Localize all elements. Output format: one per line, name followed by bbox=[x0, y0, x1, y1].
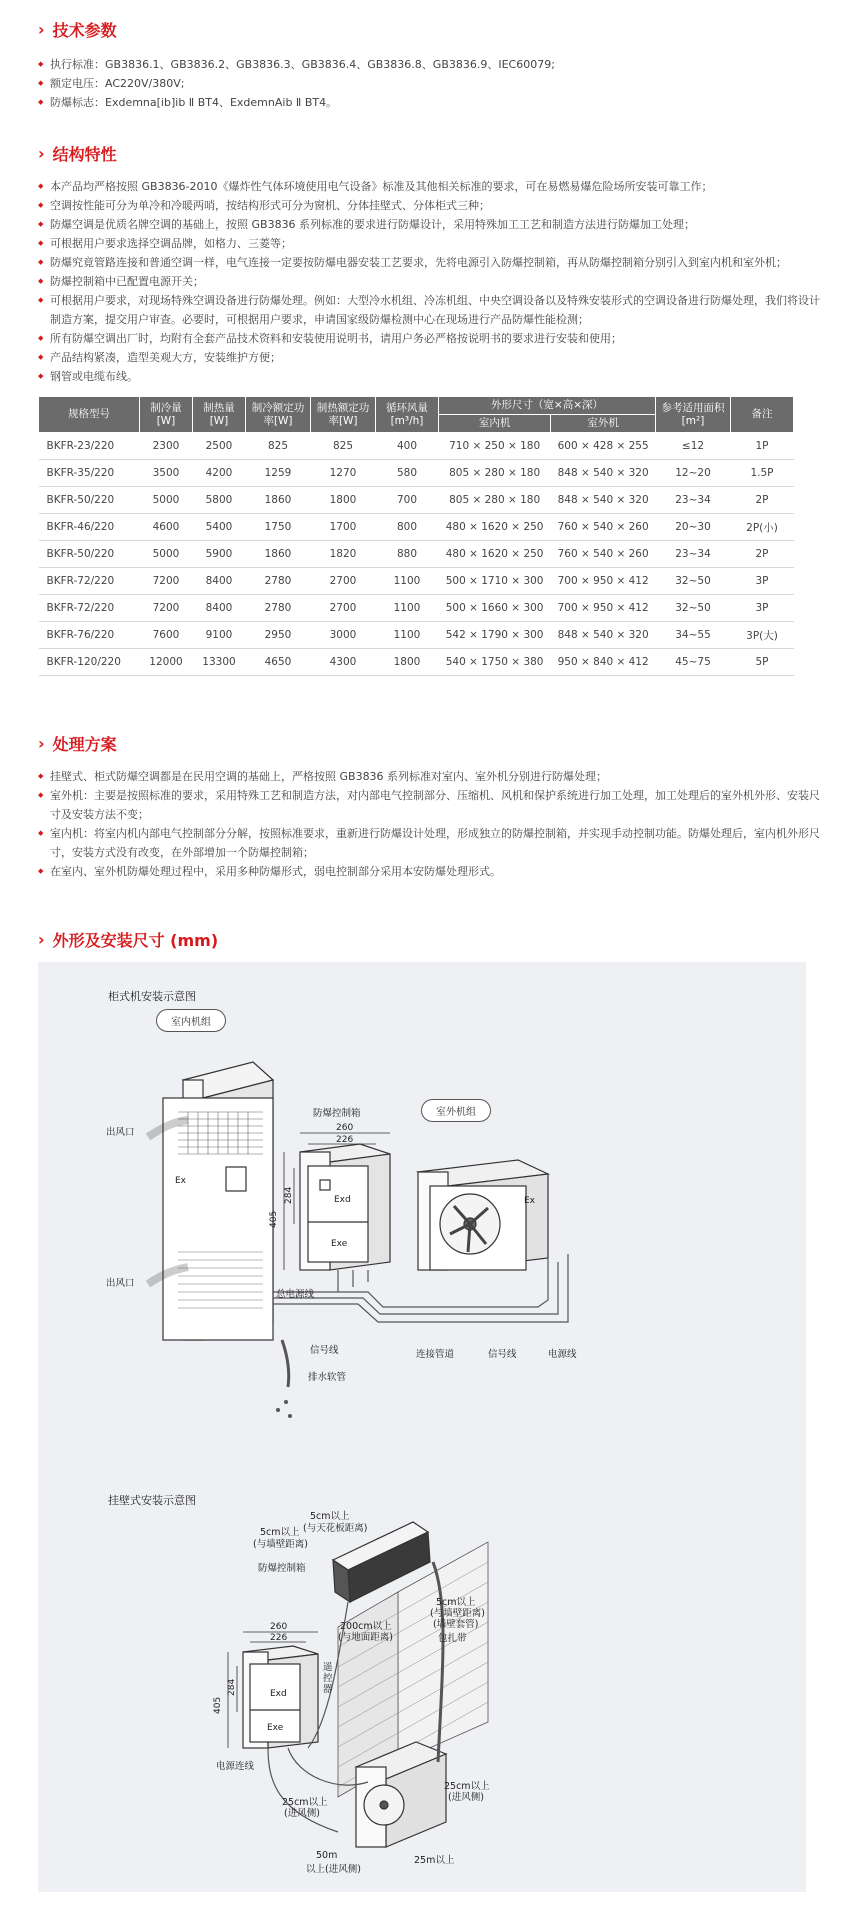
table-row bbox=[39, 568, 794, 595]
wall-vent-left-1: 25cm以上 bbox=[282, 1797, 328, 1808]
cabinet-power: 电源线 bbox=[548, 1349, 577, 1360]
table-cell-note: 5P bbox=[731, 649, 794, 676]
cabinet-outlet-bottom: 出风口 bbox=[106, 1278, 135, 1289]
cabinet-exe-label: Exe bbox=[331, 1239, 348, 1249]
table-cell-cp: 2950 bbox=[246, 622, 311, 649]
cabinet-dim-w1: 260 bbox=[336, 1123, 354, 1133]
table-cell-heat: 8400 bbox=[193, 595, 246, 622]
list-item: ◆ 可根据用户要求，对现场特殊空调设备进行防爆处理。例如：大型冷水机组、冷冻机组、中央空调设备以及特殊安装形式的空调设备进行防爆处理，我们将设计制造方案，提交用户审查。必要时，可根据用户要求，申请国家级防爆检测中心在现场进行产品防爆性能检测； bbox=[38, 291, 820, 329]
table-cell-indoor: 540 × 1750 × 380 bbox=[439, 649, 551, 676]
table-cell-hp: 2700 bbox=[311, 568, 376, 595]
table-cell-cp: 1259 bbox=[246, 460, 311, 487]
table-cell-outdoor: 760 × 540 × 260 bbox=[551, 514, 656, 541]
table-cell-model: BKFR-120/220 bbox=[39, 649, 140, 676]
table-cell-cool: 2300 bbox=[140, 433, 193, 460]
cabinet-control-box bbox=[300, 1144, 390, 1270]
treatment-section bbox=[38, 732, 820, 881]
wall-side-25: 25m以上 bbox=[414, 1855, 455, 1866]
table-cell-cp: 1750 bbox=[246, 514, 311, 541]
table-cell-area: 23~34 bbox=[656, 487, 731, 514]
wall-vent-right-2: (进风侧) bbox=[448, 1792, 484, 1803]
table-cell-heat: 8400 bbox=[193, 568, 246, 595]
wall-power-line: 电源连线 bbox=[216, 1761, 255, 1772]
table-row bbox=[39, 433, 794, 460]
wall-caption: 挂壁式安装示意图 bbox=[108, 1494, 196, 1507]
table-cell-outdoor: 950 × 840 × 412 bbox=[551, 649, 656, 676]
table-row bbox=[39, 622, 794, 649]
tech-title bbox=[38, 18, 820, 41]
table-row bbox=[39, 460, 794, 487]
table-cell-note: 2P(小) bbox=[731, 514, 794, 541]
table-cell-air: 1800 bbox=[376, 649, 439, 676]
cabinet-signal-2: 信号线 bbox=[488, 1349, 517, 1360]
dimensions-title bbox=[38, 928, 820, 951]
chevron-right-icon: › bbox=[38, 144, 45, 163]
table-cell-cp: 2780 bbox=[246, 568, 311, 595]
installation-diagram bbox=[38, 962, 806, 1892]
th-model: 规格型号 bbox=[39, 397, 140, 433]
table-cell-outdoor: 848 × 540 × 320 bbox=[551, 460, 656, 487]
cabinet-outdoor-ex: Ex bbox=[524, 1196, 536, 1206]
cabinet-dim-h2: 284 bbox=[284, 1186, 294, 1204]
table-cell-hp: 1270 bbox=[311, 460, 376, 487]
list-item: ◆ 在室内、室外机防爆处理过程中，采用多种防爆形式，弱电控制部分采用本安防爆处理形式。 bbox=[38, 862, 820, 881]
table-cell-note: 2P bbox=[731, 541, 794, 568]
table-cell-area: ≤12 bbox=[656, 433, 731, 460]
wall-top-clear-2: (与天花板距离) bbox=[303, 1523, 368, 1534]
table-cell-model: BKFR-50/220 bbox=[39, 487, 140, 514]
table-cell-cp: 4650 bbox=[246, 649, 311, 676]
list-item: ◆ 钢管或电缆布线。 bbox=[38, 367, 820, 386]
chevron-right-icon: › bbox=[38, 734, 45, 753]
wall-right-clear-1: 5cm以上 bbox=[436, 1597, 476, 1608]
table-cell-note: 3P bbox=[731, 568, 794, 595]
th-heat-power: 制热额定功率[W] bbox=[311, 397, 376, 433]
cabinet-pipes bbox=[273, 1254, 568, 1387]
wall-dim-h1: 405 bbox=[213, 1696, 223, 1714]
cabinet-caption: 柜式机安装示意图 bbox=[108, 990, 196, 1003]
th-dims: 外形尺寸（宽×高×深） bbox=[439, 397, 656, 415]
cabinet-indoor-pill: 室内机组 bbox=[156, 1009, 226, 1032]
table-cell-outdoor: 700 × 950 × 412 bbox=[551, 595, 656, 622]
wall-front-2: 以上(进风侧) bbox=[306, 1864, 361, 1875]
table-row bbox=[39, 595, 794, 622]
list-item: ◆ 防爆控制箱中已配置电源开关； bbox=[38, 272, 820, 291]
wall-vent-left-2: (进风侧) bbox=[284, 1808, 320, 1819]
treatment-title-text: 处理方案 bbox=[52, 735, 117, 754]
table-cell-air: 1100 bbox=[376, 622, 439, 649]
cabinet-drain: 排水软管 bbox=[308, 1372, 347, 1383]
table-cell-outdoor: 700 × 950 × 412 bbox=[551, 568, 656, 595]
structure-section bbox=[38, 142, 820, 676]
table-cell-cool: 7600 bbox=[140, 622, 193, 649]
wall-right-clear-2: (与墙壁距离) bbox=[430, 1608, 485, 1619]
cabinet-outdoor-unit bbox=[418, 1160, 548, 1270]
th-cool-power: 制冷额定功率[W] bbox=[246, 397, 311, 433]
table-cell-model: BKFR-72/220 bbox=[39, 595, 140, 622]
table-cell-cool: 3500 bbox=[140, 460, 193, 487]
table-cell-cool: 5000 bbox=[140, 541, 193, 568]
wall-dim-w2: 226 bbox=[270, 1633, 288, 1643]
cabinet-signal-1: 信号线 bbox=[310, 1345, 339, 1356]
cabinet-outdoor-pill: 室外机组 bbox=[421, 1099, 491, 1122]
tech-section bbox=[38, 18, 820, 112]
table-cell-cp: 1860 bbox=[246, 487, 311, 514]
table-cell-cool: 12000 bbox=[140, 649, 193, 676]
table-row bbox=[39, 541, 794, 568]
cabinet-dim-w2: 226 bbox=[336, 1135, 354, 1145]
table-cell-model: BKFR-76/220 bbox=[39, 622, 140, 649]
wall-dim-w1: 260 bbox=[270, 1622, 288, 1632]
table-cell-hp: 4300 bbox=[311, 649, 376, 676]
list-item: ◆ 额定电压：AC220V/380V; bbox=[38, 74, 820, 93]
table-cell-hp: 1800 bbox=[311, 487, 376, 514]
wall-bottom-clear-1: 200cm以上 bbox=[340, 1621, 392, 1632]
table-cell-area: 32~50 bbox=[656, 568, 731, 595]
table-cell-hp: 2700 bbox=[311, 595, 376, 622]
table-cell-cool: 4600 bbox=[140, 514, 193, 541]
table-cell-outdoor: 848 × 540 × 320 bbox=[551, 487, 656, 514]
table-cell-indoor: 480 × 1620 × 250 bbox=[439, 514, 551, 541]
table-cell-area: 23~34 bbox=[656, 541, 731, 568]
table-cell-heat: 9100 bbox=[193, 622, 246, 649]
table-cell-cp: 1860 bbox=[246, 541, 311, 568]
structure-title-text: 结构特性 bbox=[52, 145, 117, 164]
table-cell-cool: 5000 bbox=[140, 487, 193, 514]
structure-title bbox=[38, 142, 820, 165]
wall-vent-right-1: 25cm以上 bbox=[444, 1781, 490, 1792]
wall-front-1: 50m bbox=[316, 1850, 338, 1861]
th-heat: 制热量 [W] bbox=[193, 397, 246, 433]
table-cell-heat: 5900 bbox=[193, 541, 246, 568]
table-cell-area: 34~55 bbox=[656, 622, 731, 649]
cabinet-main-power: 总电源线 bbox=[276, 1289, 315, 1300]
th-cool: 制冷量 [W] bbox=[140, 397, 193, 433]
table-cell-cool: 7200 bbox=[140, 568, 193, 595]
dimensions-section bbox=[38, 928, 820, 951]
wall-dim-h2: 284 bbox=[227, 1678, 237, 1696]
treatment-title bbox=[38, 732, 820, 755]
table-cell-note: 3P(大) bbox=[731, 622, 794, 649]
table-cell-note: 3P bbox=[731, 595, 794, 622]
list-item: ◆ 本产品均严格按照 GB3836-2010《爆炸性气体环境使用电气设备》标准及其他相关标准的要求，可在易燃易爆危险场所安装可靠工作； bbox=[38, 177, 820, 196]
dimensions-title-text: 外形及安装尺寸 (mm) bbox=[52, 931, 219, 950]
table-cell-indoor: 805 × 280 × 180 bbox=[439, 460, 551, 487]
table-cell-cp: 2780 bbox=[246, 595, 311, 622]
table-cell-cp: 825 bbox=[246, 433, 311, 460]
cabinet-dim-h1: 405 bbox=[269, 1210, 279, 1228]
table-cell-air: 400 bbox=[376, 433, 439, 460]
th-airflow: 循环风量 [m³/h] bbox=[376, 397, 439, 433]
table-cell-indoor: 500 × 1710 × 300 bbox=[439, 568, 551, 595]
structure-list bbox=[38, 177, 820, 386]
wall-exe-label: Exe bbox=[267, 1723, 284, 1733]
wall-insulation: 包扎带 bbox=[438, 1633, 467, 1644]
table-cell-model: BKFR-50/220 bbox=[39, 541, 140, 568]
table-cell-heat: 5800 bbox=[193, 487, 246, 514]
table-cell-air: 1100 bbox=[376, 595, 439, 622]
table-cell-heat: 13300 bbox=[193, 649, 246, 676]
list-item: ◆ 防爆标志：Exdemna[ib]ib Ⅱ BT4、ExdemnAib Ⅱ BT4。 bbox=[38, 93, 820, 112]
table-cell-hp: 1820 bbox=[311, 541, 376, 568]
th-outdoor: 室外机 bbox=[551, 415, 656, 433]
cabinet-exd-label: Exd bbox=[334, 1195, 351, 1205]
chevron-right-icon: › bbox=[38, 20, 45, 39]
chevron-right-icon: › bbox=[38, 930, 45, 949]
tech-title-text: 技术参数 bbox=[52, 21, 117, 40]
table-cell-heat: 5400 bbox=[193, 514, 246, 541]
list-item: ◆ 室外机：主要是按照标准的要求，采用特殊工艺和制造方法，对内部电气控制部分、压缩机、风机和保护系统进行加工处理，加工处理后的室外机外形、安装尺寸及安装方法不变； bbox=[38, 786, 820, 824]
list-item: ◆ 空调按性能可分为单冷和冷暖两哨，按结构形式可分为窗机、分体挂壁式、分体柜式三种； bbox=[38, 196, 820, 215]
table-cell-air: 580 bbox=[376, 460, 439, 487]
table-cell-indoor: 542 × 1790 × 300 bbox=[439, 622, 551, 649]
th-indoor: 室内机 bbox=[439, 415, 551, 433]
list-item: ◆ 可根据用户要求选择空调品牌，如格力、三菱等； bbox=[38, 234, 820, 253]
list-item: ◆ 防爆空调是优质名牌空调的基础上，按照 GB3836 系列标准的要求进行防爆设计，采用特殊加工工艺和制造方法进行防爆加工处理； bbox=[38, 215, 820, 234]
table-cell-air: 880 bbox=[376, 541, 439, 568]
spec-table bbox=[38, 396, 794, 676]
table-cell-note: 1P bbox=[731, 433, 794, 460]
treatment-list bbox=[38, 767, 820, 881]
table-cell-note: 2P bbox=[731, 487, 794, 514]
table-cell-area: 32~50 bbox=[656, 595, 731, 622]
wall-side-clear-1: 5cm以上 bbox=[260, 1527, 300, 1538]
table-row bbox=[39, 514, 794, 541]
list-item: ◆ 执行标准：GB3836.1、GB3836.2、GB3836.3、GB3836.4、GB3836.8、GB3836.9、IEC60079; bbox=[38, 55, 820, 74]
table-cell-outdoor: 600 × 428 × 255 bbox=[551, 433, 656, 460]
wall-top-clear-1: 5cm以上 bbox=[310, 1511, 350, 1522]
table-cell-indoor: 805 × 280 × 180 bbox=[439, 487, 551, 514]
table-cell-area: 12~20 bbox=[656, 460, 731, 487]
table-cell-hp: 825 bbox=[311, 433, 376, 460]
list-item: ◆ 产品结构紧凑，造型美观大方，安装维护方便； bbox=[38, 348, 820, 367]
cabinet-outlet-top: 出风口 bbox=[106, 1127, 135, 1138]
table-cell-indoor: 500 × 1660 × 300 bbox=[439, 595, 551, 622]
table-cell-cool: 7200 bbox=[140, 595, 193, 622]
table-cell-air: 700 bbox=[376, 487, 439, 514]
table-cell-air: 800 bbox=[376, 514, 439, 541]
installation-figure bbox=[38, 962, 806, 1892]
table-cell-hp: 3000 bbox=[311, 622, 376, 649]
spec-table-body bbox=[39, 433, 794, 676]
cabinet-ex-label: Ex bbox=[175, 1176, 187, 1186]
table-cell-model: BKFR-35/220 bbox=[39, 460, 140, 487]
table-cell-heat: 4200 bbox=[193, 460, 246, 487]
tech-list bbox=[38, 55, 820, 112]
table-cell-hp: 1700 bbox=[311, 514, 376, 541]
table-cell-model: BKFR-46/220 bbox=[39, 514, 140, 541]
wall-exd-label: Exd bbox=[270, 1689, 287, 1699]
table-cell-heat: 2500 bbox=[193, 433, 246, 460]
list-item: ◆ 所有防爆空调出厂时，均附有全套产品技术资料和安装使用说明书，请用户务必严格按说明书的要求进行安装和使用； bbox=[38, 329, 820, 348]
list-item: ◆ 挂壁式、柜式防爆空调都是在民用空调的基础上，严格按照 GB3836 系列标准对室内、室外机分别进行防爆处理； bbox=[38, 767, 820, 786]
list-item: ◆ 室内机：将室内机内部电气控制部分分解，按照标准要求，重新进行防爆设计处理，形成独立的防爆控制箱，并实现手动控制功能。防爆处理后，室内机外形尺寸，安装方式没有改变，在外部增加一个防爆控制箱； bbox=[38, 824, 820, 862]
cabinet-control-label: 防爆控制箱 bbox=[313, 1108, 361, 1119]
wall-bottom-clear-2: (与地面距离) bbox=[338, 1632, 393, 1643]
cabinet-pipe: 连接管道 bbox=[416, 1349, 455, 1360]
table-cell-model: BKFR-72/220 bbox=[39, 568, 140, 595]
table-cell-outdoor: 848 × 540 × 320 bbox=[551, 622, 656, 649]
th-area: 参考适用面积 [m²] bbox=[656, 397, 731, 433]
table-cell-indoor: 710 × 250 × 180 bbox=[439, 433, 551, 460]
table-row bbox=[39, 487, 794, 514]
wall-control-label: 防爆控制箱 bbox=[258, 1563, 306, 1574]
table-cell-indoor: 480 × 1620 × 250 bbox=[439, 541, 551, 568]
table-row bbox=[39, 649, 794, 676]
table-cell-model: BKFR-23/220 bbox=[39, 433, 140, 460]
table-cell-area: 45~75 bbox=[656, 649, 731, 676]
cabinet-indoor-unit bbox=[163, 1062, 273, 1340]
th-note: 备注 bbox=[731, 397, 794, 433]
wall-side-clear-2: (与墙壁距离) bbox=[253, 1539, 308, 1550]
table-cell-air: 1100 bbox=[376, 568, 439, 595]
table-cell-note: 1.5P bbox=[731, 460, 794, 487]
list-item: ◆ 防爆究竟管路连接和普通空调一样，电气连接一定要按防爆电器安装工艺要求，先将电源引入防爆控制箱，再从防爆控制箱分别引入到室内机和室外机； bbox=[38, 253, 820, 272]
wall-remote: 遥控器 bbox=[323, 1662, 333, 1695]
table-cell-outdoor: 760 × 540 × 260 bbox=[551, 541, 656, 568]
table-cell-area: 20~30 bbox=[656, 514, 731, 541]
wall-right-clear-3: (墙壁套管) bbox=[433, 1619, 479, 1630]
